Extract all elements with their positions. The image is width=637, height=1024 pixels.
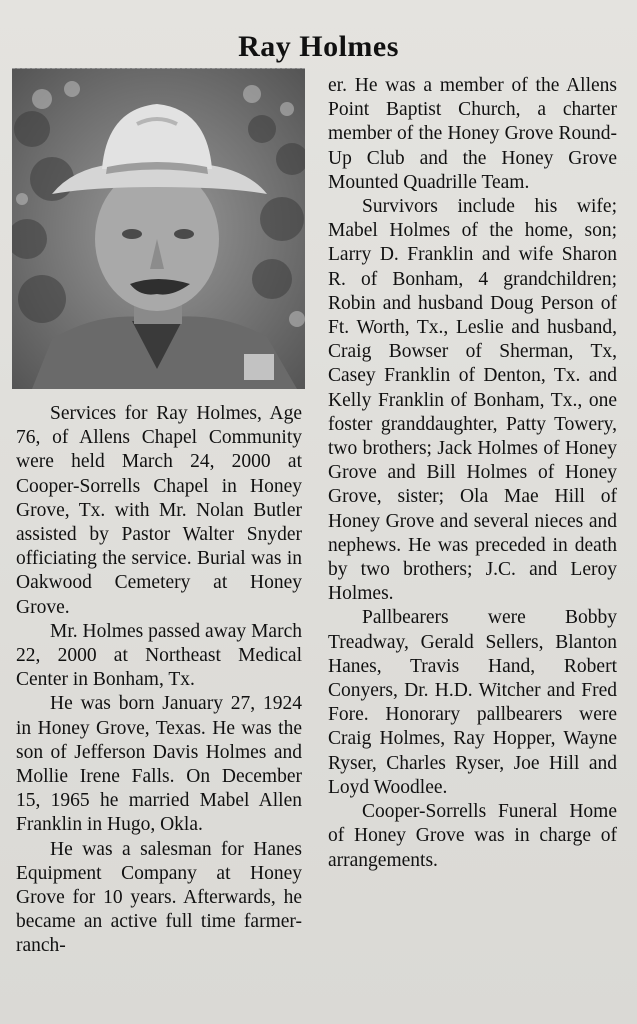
paragraph-survivors: Survivors include his wife; Mabel Holmes of the home, son; Larry D. Franklin and wife Sharon R. of Bonham, 4 grandchildren; Robin and husband Doug Person of Ft. Worth, Tx., Leslie and husband, Craig Bowser of Sherman, Tx, Casey Franklin of Denton, Tx. and Kelly Franklin of Bonham, Tx., one foster granddaughter, Patty Towery, two brothers; Jack Holmes of Honey Grove and Bill Holmes of Honey Grove, sister; Ola Mae Hill of Honey Grove and several nieces and nephews. He was preceded in death by two brothers; J.C. and Leroy Holmes. [328, 196, 617, 605]
paragraph-career: He was a salesman for Hanes Equipment Company at Honey Grove for 10 years. Afterwards, he became an active full time farmer-ranch- [16, 838, 302, 957]
paragraph-memberships: er. He was a member of the Allens Point Baptist Church, a charter member of the Honey Grove Round-Up Club and the Honey Grove Mounted Quadrille Team. [328, 75, 617, 193]
paragraph-arrangements: Cooper-Sorrells Funeral Home of Honey Grove was in charge of arrangements. [328, 801, 617, 871]
headline: Ray Holmes [238, 30, 399, 64]
left-column [16, 402, 302, 959]
paragraph-passed-away: Mr. Holmes passed away March 22, 2000 at Northeast Medical Center in Bonham, Tx. [16, 620, 302, 691]
portrait-photo-icon [12, 68, 305, 389]
paragraph-services: Services for Ray Holmes, Age 76, of Allens Chapel Community were held March 24, 2000 at Cooper-Sorrells Chapel in Honey Grove, Tx. with Mr. Nolan Butler assisted by Pastor Walter Snyder officiating the service. Burial was in Oakwood Cemetery at Honey Grove. [16, 403, 302, 618]
paragraph-pallbearers: Pallbearers were Bobby Treadway, Gerald Sellers, Blanton Hanes, Travis Hand, Robert Conyers, Dr. H.D. Witcher and Fred Fore. Honorary pallbearers were Craig Holmes, Ray Hopper, Wayne Ryser, Charles Ryser, Joe Hill and Loyd Woodlee. [328, 607, 617, 798]
paragraph-born: He was born January 27, 1924 in Honey Grove, Texas. He was the son of Jefferson Davis Holmes and Mollie Irene Falls. On December 15, 1965 he married Mabel Allen Franklin in Hugo, Okla. [16, 693, 302, 836]
right-column [328, 74, 617, 873]
